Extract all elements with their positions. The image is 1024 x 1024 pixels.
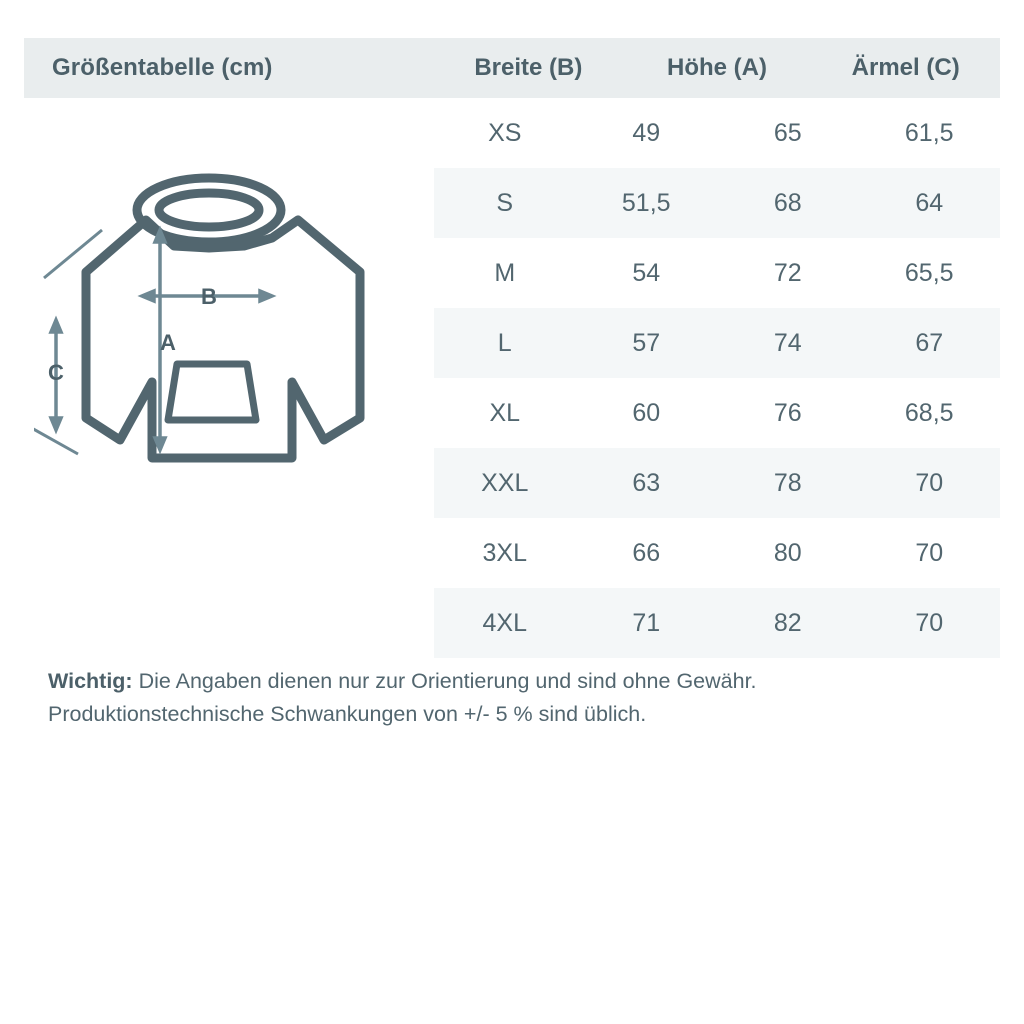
- column-header-height: Höhe (A): [667, 54, 767, 81]
- table-header-row: [24, 38, 1000, 98]
- illustration-label-a: A: [160, 330, 176, 355]
- cell-height: 76: [773, 398, 802, 427]
- illustration-cell: [24, 98, 434, 658]
- cell-size: S: [496, 188, 514, 217]
- cell-width: 54: [632, 258, 661, 287]
- cell-sleeve: 70: [915, 468, 944, 497]
- footnote-line-2: Produktionstechnische Schwankungen von +/- 5 % sind üblich.: [48, 701, 647, 726]
- cell-sleeve: 68,5: [904, 398, 954, 427]
- size-table: [434, 98, 1000, 658]
- cell-height: 65: [773, 118, 802, 147]
- cell-height: 72: [773, 258, 802, 287]
- size-chart-body: [24, 98, 1000, 658]
- cell-height: 82: [773, 608, 802, 637]
- cell-sleeve: 61,5: [904, 118, 954, 147]
- cell-size: XXL: [481, 468, 529, 497]
- cell-sleeve: 64: [915, 188, 944, 217]
- cell-sleeve: 70: [915, 538, 944, 567]
- cell-sleeve: 65,5: [904, 258, 954, 287]
- table-row: [434, 518, 1000, 588]
- cell-height: 80: [773, 538, 802, 567]
- cell-size: XS: [488, 118, 522, 147]
- table-row: [434, 378, 1000, 448]
- footnote-lead: Wichtig:: [48, 669, 133, 693]
- illustration-label-c: C: [48, 360, 64, 385]
- table-row: [434, 448, 1000, 518]
- cell-height: 68: [773, 188, 802, 217]
- size-chart: [24, 38, 1000, 658]
- cell-width: 49: [632, 118, 661, 147]
- cell-size: 3XL: [482, 538, 527, 567]
- cell-size: M: [494, 258, 516, 287]
- column-header-sleeve: Ärmel (C): [851, 54, 960, 81]
- cell-width: 63: [632, 468, 661, 497]
- cell-sleeve: 67: [915, 328, 944, 357]
- cell-height: 78: [773, 468, 802, 497]
- cell-size: L: [497, 328, 512, 357]
- footnote: [48, 665, 988, 730]
- cell-size: 4XL: [482, 608, 527, 637]
- footnote-line-1: Die Angaben dienen nur zur Orientierung und sind ohne Gewähr.: [132, 669, 757, 693]
- illustration-label-b: B: [201, 284, 217, 309]
- cell-sleeve: 70: [915, 608, 944, 637]
- cell-width: 57: [632, 328, 661, 357]
- table-row: [434, 168, 1000, 238]
- table-row: [434, 588, 1000, 658]
- table-row: [434, 238, 1000, 308]
- page-title: Größentabelle (cm): [52, 54, 273, 81]
- cell-size: XL: [489, 398, 521, 427]
- table-row: [434, 98, 1000, 168]
- cell-width: 71: [632, 608, 661, 637]
- cell-width: 66: [632, 538, 661, 567]
- cell-height: 74: [773, 328, 802, 357]
- hoodie-measurement-diagram: [34, 168, 424, 503]
- cell-width: 60: [632, 398, 661, 427]
- cell-width: 51,5: [621, 188, 671, 217]
- table-row: [434, 308, 1000, 378]
- column-header-width: Breite (B): [474, 54, 583, 81]
